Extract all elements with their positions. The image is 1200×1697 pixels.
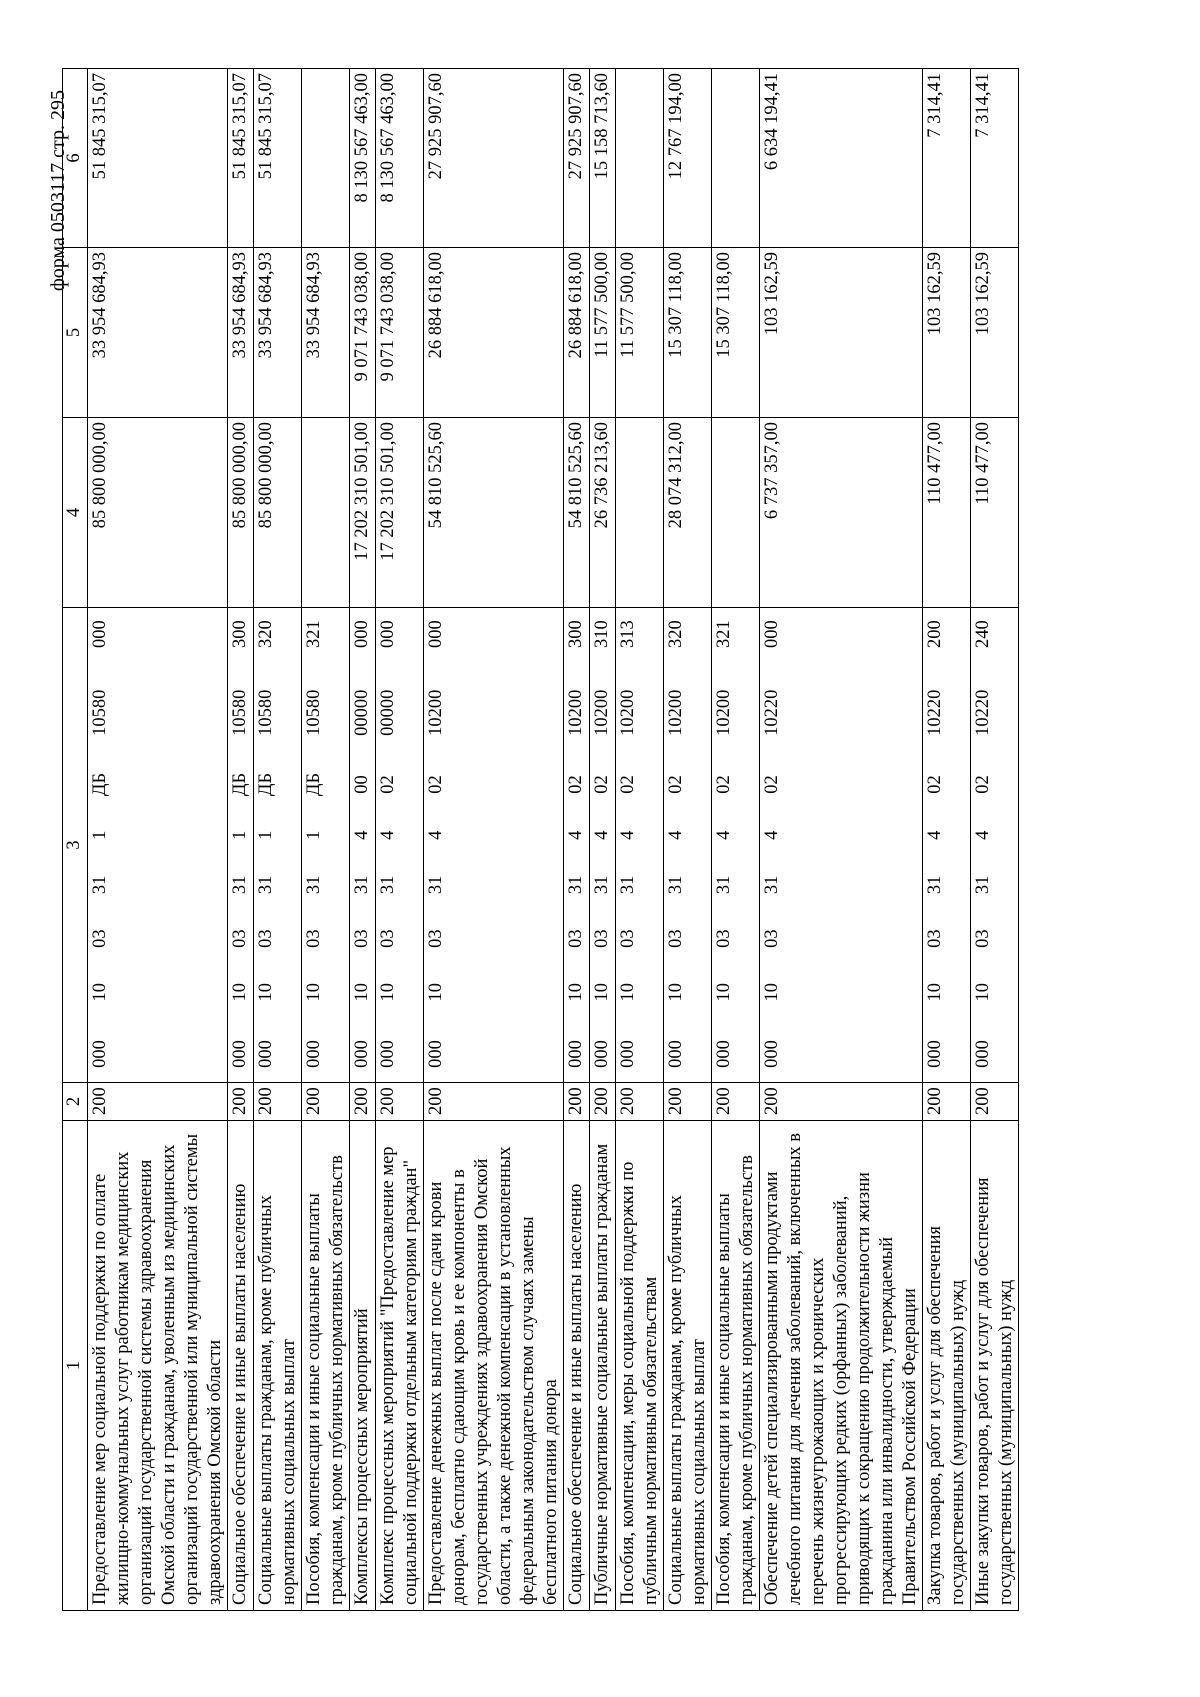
code-segment: 200 <box>925 620 945 648</box>
code-segment: 31 <box>666 875 686 895</box>
code-segment: 000 <box>230 1040 250 1068</box>
code-segment: 10200 <box>592 689 612 736</box>
budget-classification-code <box>712 608 760 1083</box>
unexecuted-amount: 27 925 907,60 <box>564 69 590 248</box>
code-segments <box>303 610 326 1080</box>
executed-amount: 15 307 118,00 <box>712 248 760 418</box>
budget-classification-code <box>664 608 712 1083</box>
unexecuted-amount: 27 925 907,60 <box>424 69 564 248</box>
code-segment: 02 <box>762 775 782 794</box>
code-segment: 10 <box>230 983 250 1002</box>
column-number: 2 <box>63 1083 88 1121</box>
approved-amount: 17 202 310 501,00 <box>376 418 424 608</box>
code-segment: 10 <box>90 983 110 1002</box>
code-segment: 000 <box>256 1040 276 1068</box>
code-segment: 320 <box>666 620 686 648</box>
budget-classification-code <box>350 608 376 1083</box>
line-code: 200 <box>424 1083 564 1121</box>
executed-amount: 15 307 118,00 <box>664 248 712 418</box>
code-segment: 00 <box>352 775 372 794</box>
code-segments <box>351 610 374 1080</box>
code-segment: 000 <box>304 1040 324 1068</box>
unexecuted-amount: 6 634 194,41 <box>760 69 923 248</box>
code-segment: 10 <box>973 983 993 1002</box>
code-segment: 321 <box>714 620 734 648</box>
line-code: 200 <box>302 1083 350 1121</box>
code-segments <box>425 610 448 1080</box>
code-segments <box>591 610 614 1080</box>
code-segment: 10580 <box>90 689 110 736</box>
code-segment: 4 <box>714 830 734 840</box>
code-segment: 31 <box>426 875 446 895</box>
code-segment: 300 <box>566 620 586 648</box>
indicator-name: Иные закупки товаров, работ и услуг для обеспечения государственных (муниципальных) нужд <box>971 1121 1019 1611</box>
code-segment: 4 <box>973 830 993 840</box>
code-segment: 10 <box>566 983 586 1002</box>
code-segment: 02 <box>666 775 686 794</box>
unexecuted-amount: 8 130 567 463,00 <box>376 69 424 248</box>
approved-amount: 17 202 310 501,00 <box>350 418 376 608</box>
code-segment: 10220 <box>925 689 945 736</box>
unexecuted-amount: 7 314,41 <box>923 69 971 248</box>
approved-amount <box>712 418 760 608</box>
code-segment: 4 <box>566 830 586 840</box>
approved-amount: 54 810 525,60 <box>424 418 564 608</box>
code-segment: 31 <box>925 875 945 895</box>
unexecuted-amount: 8 130 567 463,00 <box>350 69 376 248</box>
approved-amount <box>616 418 664 608</box>
code-segment: 10580 <box>256 689 276 736</box>
code-segment: 10 <box>762 983 782 1002</box>
code-segment: 10 <box>592 983 612 1002</box>
code-segment: 10580 <box>230 689 250 736</box>
line-code: 200 <box>760 1083 923 1121</box>
code-segment: 03 <box>925 929 945 948</box>
code-segment: 1 <box>90 830 110 840</box>
code-segment: 4 <box>762 830 782 840</box>
table-row <box>590 69 616 1611</box>
approved-amount: 85 800 000,00 <box>254 418 302 608</box>
executed-amount: 33 954 684,93 <box>254 248 302 418</box>
code-segment: 03 <box>666 929 686 948</box>
column-number: 1 <box>63 1121 88 1611</box>
budget-classification-code <box>923 608 971 1083</box>
indicator-name: Закупка товаров, работ и услуг для обеспечения государственных (муниципальных) нужд <box>923 1121 971 1611</box>
code-segment: 1 <box>256 830 276 840</box>
code-segments <box>565 610 588 1080</box>
code-segment: 10200 <box>618 689 638 736</box>
executed-amount: 33 954 684,93 <box>88 248 228 418</box>
code-segment: 321 <box>304 620 324 648</box>
code-segment: 4 <box>426 830 446 840</box>
code-segments <box>377 610 400 1080</box>
code-segment: 000 <box>352 1040 372 1068</box>
code-segment: 10580 <box>304 689 324 736</box>
table-row <box>254 69 302 1611</box>
code-segment: 10 <box>256 983 276 1002</box>
table-row <box>760 69 923 1611</box>
table-row <box>564 69 590 1611</box>
code-segments <box>713 610 736 1080</box>
code-segments <box>924 610 947 1080</box>
code-segments <box>89 610 112 1080</box>
code-segments <box>761 610 784 1080</box>
code-segment: 4 <box>352 830 372 840</box>
unexecuted-amount: 7 314,41 <box>971 69 1019 248</box>
executed-amount: 103 162,59 <box>923 248 971 418</box>
unexecuted-amount <box>712 69 760 248</box>
executed-amount: 9 071 743 038,00 <box>376 248 424 418</box>
executed-amount: 103 162,59 <box>971 248 1019 418</box>
code-segment: 00000 <box>352 689 372 736</box>
code-segment: 10 <box>378 983 398 1002</box>
code-segment: 03 <box>304 929 324 948</box>
line-code: 200 <box>254 1083 302 1121</box>
code-segment: 10200 <box>566 689 586 736</box>
indicator-name: Социальное обеспечение и иные выплаты населению <box>564 1121 590 1611</box>
code-segments <box>617 610 640 1080</box>
code-segment: 000 <box>90 620 110 648</box>
code-segment: 03 <box>378 929 398 948</box>
code-segment: 03 <box>618 929 638 948</box>
line-code: 200 <box>971 1083 1019 1121</box>
indicator-name: Комплексы процессных мероприятий <box>350 1121 376 1611</box>
approved-amount: 110 477,00 <box>923 418 971 608</box>
indicator-name: Пособия, компенсации и иные социальные выплаты гражданам, кроме публичных нормативных обязательств <box>712 1121 760 1611</box>
code-segment: 02 <box>973 775 993 794</box>
code-segment: 03 <box>90 929 110 948</box>
code-segment: 31 <box>352 875 372 895</box>
budget-classification-code <box>564 608 590 1083</box>
line-code: 200 <box>88 1083 228 1121</box>
code-segment: 03 <box>592 929 612 948</box>
code-segment: 000 <box>714 1040 734 1068</box>
line-code: 200 <box>564 1083 590 1121</box>
code-segment: 02 <box>378 775 398 794</box>
code-segment: 000 <box>426 620 446 648</box>
column-number-row <box>63 69 88 1611</box>
indicator-name: Пособия, компенсации, меры социальной поддержки по публичным нормативным обязательствам <box>616 1121 664 1611</box>
code-segment: 4 <box>592 830 612 840</box>
column-number: 3 <box>63 608 88 1083</box>
code-segment: 10 <box>426 983 446 1002</box>
code-segment: 4 <box>378 830 398 840</box>
unexecuted-amount: 12 767 194,00 <box>664 69 712 248</box>
table-row <box>616 69 664 1611</box>
code-segment: 000 <box>378 1040 398 1068</box>
indicator-name: Обеспечение детей специализированными продуктами лечебного питания для лечения заболеваний, включенных в перечень жизнеугрожающих и хронических прогрессирующих редких (орфанных) заболеваний, приводящих к сокращению продолжительности жизни гражданина или инвалидности, утверждаемый Правительством Российской Федерации <box>760 1121 923 1611</box>
code-segment: 1 <box>230 830 250 840</box>
code-segment: 10220 <box>973 689 993 736</box>
code-segment: 10 <box>304 983 324 1002</box>
line-code: 200 <box>616 1083 664 1121</box>
code-segment: 31 <box>304 875 324 895</box>
code-segment: 10200 <box>426 689 446 736</box>
table-row <box>923 69 971 1611</box>
code-segment: 000 <box>426 1040 446 1068</box>
budget-classification-code <box>88 608 228 1083</box>
approved-amount: 6 737 357,00 <box>760 418 923 608</box>
line-code: 200 <box>376 1083 424 1121</box>
unexecuted-amount: 51 845 315,07 <box>254 69 302 248</box>
executed-amount: 33 954 684,93 <box>302 248 350 418</box>
code-segments <box>665 610 688 1080</box>
code-segment: 000 <box>762 620 782 648</box>
budget-classification-code <box>228 608 254 1083</box>
indicator-name: Предоставление мер социальной поддержки по оплате жилищно-коммунальных услуг работникам медицинских организаций государственной системы здравоохранения Омской области и гражданам, уволенным из медицинских организаций государственной или муниципальной системы здравоохранения Омской области <box>88 1121 228 1611</box>
code-segment: 02 <box>714 775 734 794</box>
budget-table <box>62 68 1019 1611</box>
unexecuted-amount: 15 158 713,60 <box>590 69 616 248</box>
code-segment: 31 <box>378 875 398 895</box>
code-segment: 000 <box>973 1040 993 1068</box>
approved-amount: 54 810 525,60 <box>564 418 590 608</box>
code-segment: 03 <box>256 929 276 948</box>
code-segment: 240 <box>973 620 993 648</box>
code-segment: 000 <box>618 1040 638 1068</box>
code-segment: 4 <box>925 830 945 840</box>
indicator-name: Публичные нормативные социальные выплаты гражданам <box>590 1121 616 1611</box>
code-segment: 000 <box>925 1040 945 1068</box>
code-segment: 03 <box>426 929 446 948</box>
code-segment: 320 <box>256 620 276 648</box>
indicator-name: Социальное обеспечение и иные выплаты населению <box>228 1121 254 1611</box>
line-code: 200 <box>350 1083 376 1121</box>
approved-amount: 26 736 213,60 <box>590 418 616 608</box>
code-segment: 000 <box>666 1040 686 1068</box>
executed-amount: 26 884 618,00 <box>564 248 590 418</box>
code-segment: 10220 <box>762 689 782 736</box>
code-segment: 31 <box>592 875 612 895</box>
code-segment: 10 <box>925 983 945 1002</box>
budget-classification-code <box>254 608 302 1083</box>
unexecuted-amount: 51 845 315,07 <box>228 69 254 248</box>
unexecuted-amount <box>616 69 664 248</box>
indicator-name: Комплекс процессных мероприятий "Предоставление мер социальной поддержки отдельным категориям граждан" <box>376 1121 424 1611</box>
table-row <box>424 69 564 1611</box>
budget-classification-code <box>302 608 350 1083</box>
indicator-name: Пособия, компенсации и иные социальные выплаты гражданам, кроме публичных нормативных обязательств <box>302 1121 350 1611</box>
line-code: 200 <box>228 1083 254 1121</box>
budget-classification-code <box>971 608 1019 1083</box>
code-segment: ДБ <box>304 772 324 797</box>
table-row <box>350 69 376 1611</box>
code-segment: 10 <box>666 983 686 1002</box>
table-row <box>971 69 1019 1611</box>
budget-table-body <box>63 69 1019 1611</box>
executed-amount: 26 884 618,00 <box>424 248 564 418</box>
code-segment: 31 <box>714 875 734 895</box>
table-row <box>88 69 228 1611</box>
code-segment: 10200 <box>714 689 734 736</box>
code-segment: 03 <box>714 929 734 948</box>
approved-amount: 85 800 000,00 <box>228 418 254 608</box>
budget-classification-code <box>590 608 616 1083</box>
code-segment: 000 <box>592 1040 612 1068</box>
code-segments <box>229 610 252 1080</box>
code-segment: 31 <box>90 875 110 895</box>
line-code: 200 <box>664 1083 712 1121</box>
executed-amount: 9 071 743 038,00 <box>350 248 376 418</box>
code-segment: 310 <box>592 620 612 648</box>
code-segment: 02 <box>566 775 586 794</box>
executed-amount: 11 577 500,00 <box>590 248 616 418</box>
table-row <box>664 69 712 1611</box>
approved-amount <box>302 418 350 608</box>
budget-classification-code <box>376 608 424 1083</box>
form-reference: форма 0503117 стр. 295 <box>47 90 69 292</box>
code-segment: 000 <box>90 1040 110 1068</box>
code-segment: 10 <box>618 983 638 1002</box>
code-segment: 000 <box>378 620 398 648</box>
code-segment: 000 <box>352 620 372 648</box>
code-segment: 000 <box>762 1040 782 1068</box>
unexecuted-amount <box>302 69 350 248</box>
code-segment: 03 <box>762 929 782 948</box>
column-number: 5 <box>63 248 88 418</box>
code-segment: 300 <box>230 620 250 648</box>
line-code: 200 <box>712 1083 760 1121</box>
code-segment: 31 <box>762 875 782 895</box>
approved-amount: 110 477,00 <box>971 418 1019 608</box>
code-segment: 31 <box>566 875 586 895</box>
unexecuted-amount: 51 845 315,07 <box>88 69 228 248</box>
code-segment: ДБ <box>256 772 276 797</box>
budget-classification-code <box>760 608 923 1083</box>
approved-amount: 28 074 312,00 <box>664 418 712 608</box>
table-row <box>228 69 254 1611</box>
table-row <box>376 69 424 1611</box>
code-segment: 02 <box>592 775 612 794</box>
column-number: 4 <box>63 418 88 608</box>
column-number: 6 <box>63 69 88 248</box>
code-segment: 00000 <box>378 689 398 736</box>
code-segments <box>972 610 995 1080</box>
indicator-name: Социальные выплаты гражданам, кроме публичных нормативных социальных выплат <box>664 1121 712 1611</box>
budget-classification-code <box>424 608 564 1083</box>
code-segment: 31 <box>973 875 993 895</box>
code-segment: ДБ <box>230 772 250 797</box>
executed-amount: 33 954 684,93 <box>228 248 254 418</box>
code-segment: 03 <box>973 929 993 948</box>
code-segment: 02 <box>426 775 446 794</box>
indicator-name: Социальные выплаты гражданам, кроме публичных нормативных социальных выплат <box>254 1121 302 1611</box>
executed-amount: 11 577 500,00 <box>616 248 664 418</box>
table-row <box>712 69 760 1611</box>
line-code: 200 <box>923 1083 971 1121</box>
table-row <box>302 69 350 1611</box>
line-code: 200 <box>590 1083 616 1121</box>
approved-amount: 85 800 000,00 <box>88 418 228 608</box>
executed-amount: 103 162,59 <box>760 248 923 418</box>
code-segment: 31 <box>256 875 276 895</box>
code-segment: 4 <box>618 830 638 840</box>
code-segment: 313 <box>618 620 638 648</box>
code-segment: 10 <box>352 983 372 1002</box>
code-segment: ДБ <box>90 772 110 797</box>
code-segment: 1 <box>304 830 324 840</box>
code-segment: 02 <box>925 775 945 794</box>
code-segment: 31 <box>618 875 638 895</box>
budget-classification-code <box>616 608 664 1083</box>
code-segment: 31 <box>230 875 250 895</box>
code-segment: 000 <box>566 1040 586 1068</box>
code-segment: 03 <box>566 929 586 948</box>
code-segment: 02 <box>618 775 638 794</box>
code-segment: 4 <box>666 830 686 840</box>
code-segment: 10 <box>714 983 734 1002</box>
code-segments <box>255 610 278 1080</box>
indicator-name: Предоставление денежных выплат после сдачи крови донорам, бесплатно сдающим кровь и ее компоненты в государственных учреждениях здравоохранения Омской области, а также денежной компенсации в установленных федеральным законодательством случаях замены бесплатного питания донора <box>424 1121 564 1611</box>
code-segment: 03 <box>230 929 250 948</box>
code-segment: 10200 <box>666 689 686 736</box>
code-segment: 03 <box>352 929 372 948</box>
